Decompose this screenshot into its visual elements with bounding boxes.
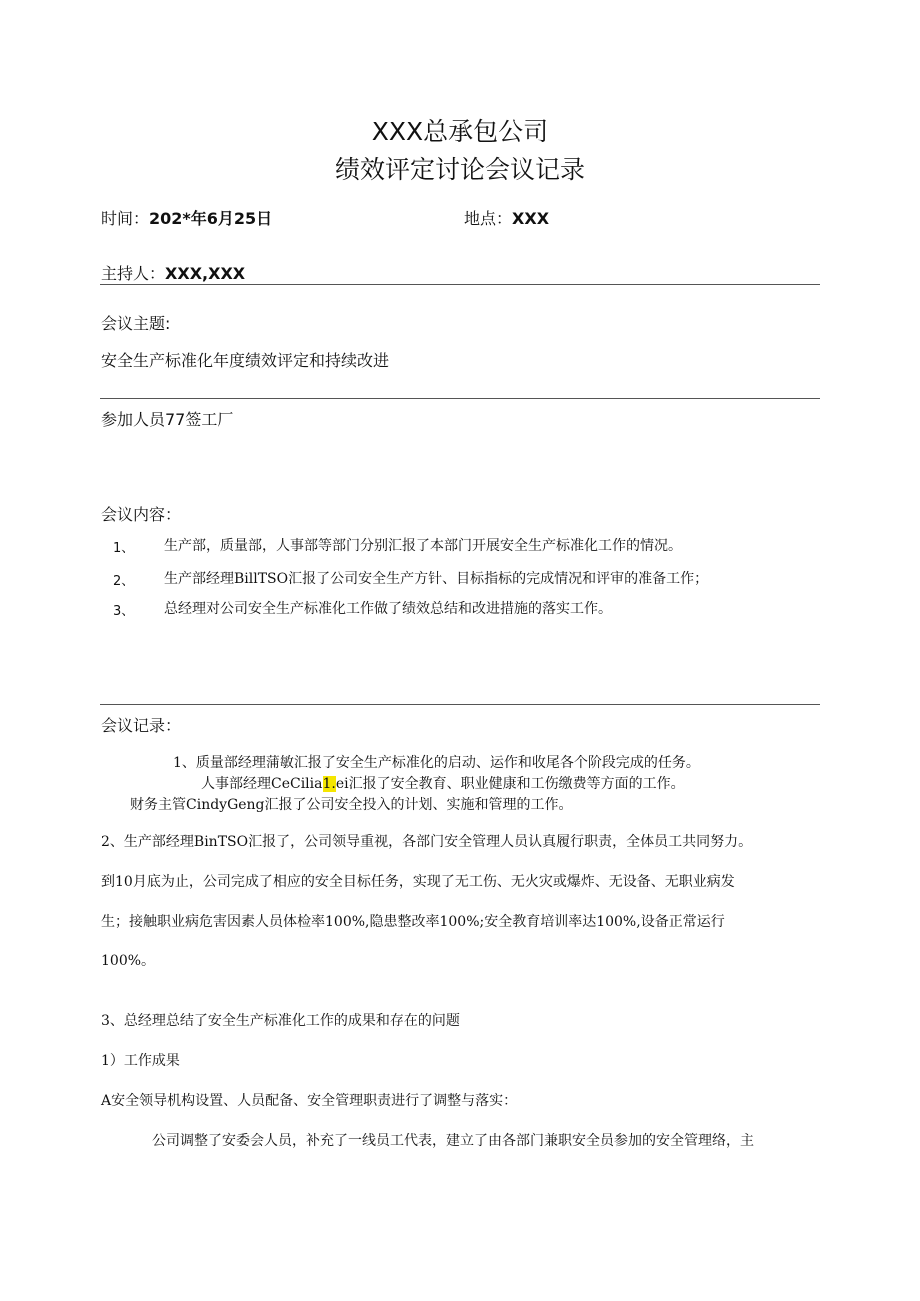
divider-3 xyxy=(100,704,820,705)
record-para-2-line-3: 生；接触职业病危害因素人员体检率100%,隐患整改率100%;安全教育培训率达100%,设备正常运行 xyxy=(101,914,725,930)
record-line-1: 1、质量部经理蒲敏汇报了安全生产标准化的启动、运作和收尾各个阶段完成的任务。 xyxy=(173,755,700,771)
host-value: XXX,XXX xyxy=(165,264,246,283)
highlighted-text: 1. xyxy=(322,776,336,792)
topic-value: 安全生产标准化年度绩效评定和持续改进 xyxy=(101,351,390,370)
place-label: 地点： xyxy=(464,209,513,228)
record-line-2 xyxy=(201,773,685,793)
document-title: 绩效评定讨论会议记录 xyxy=(334,155,585,184)
record-line-3: 财务主管CindyGeng汇报了公司安全投入的计划、实施和管理的工作。 xyxy=(130,797,573,813)
content-item: 总经理对公司安全生产标准化工作做了绩效总结和改进措施的落实工作。 xyxy=(164,601,612,617)
time-value: 202*年6月25日 xyxy=(149,209,273,228)
content-item-num: 3、 xyxy=(113,604,135,619)
meeting-place xyxy=(464,206,549,229)
record-para-2-line-2: 到10月底为止，公司完成了相应的安全目标任务，实现了无工伤、无火灾或爆炸、无设备、无职业病发 xyxy=(101,874,735,890)
record-para-2-line-1: 2、生产部经理BinTSO汇报了，公司领导重视，各部门安全管理人员认真履行职责，全体员工共同努力。 xyxy=(101,834,753,850)
content-item: 生产部经理BillTSO汇报了公司安全生产方针、目标指标的完成情况和评审的准备工作； xyxy=(164,571,709,587)
record-sub-1: 1）工作成果 xyxy=(101,1053,180,1069)
attendees: 参加人员77签工厂 xyxy=(101,410,234,429)
record-para-3: 3、总经理总结了安全生产标准化工作的成果和存在的问题 xyxy=(101,1013,460,1029)
topic-label: 会议主题: xyxy=(101,314,171,333)
company-title: XXX总承包公司 xyxy=(371,117,549,146)
time-label: 时间： xyxy=(101,209,150,228)
content-item-num: 2、 xyxy=(113,574,135,589)
record-para-2-line-4: 100%。 xyxy=(101,953,156,969)
record-label: 会议记录： xyxy=(101,716,182,735)
meeting-host xyxy=(101,261,245,284)
divider-1 xyxy=(100,284,820,285)
content-item-num: 1、 xyxy=(113,541,135,556)
place-value: XXX xyxy=(512,209,550,228)
record-sub-a: A安全领导机构设置、人员配备、安全管理职责进行了调整与落实： xyxy=(101,1093,518,1109)
content-item: 生产部，质量部，人事部等部门分别汇报了本部门开展安全生产标准化工作的情况。 xyxy=(164,538,682,554)
record-sub-a-text: 公司调整了安委会人员，补充了一线员工代表，建立了由各部门兼职安全员参加的安全管理络，主 xyxy=(152,1133,754,1149)
host-label: 主持人： xyxy=(101,264,166,283)
content-label: 会议内容： xyxy=(101,505,182,524)
record-line-2-post: ei汇报了安全教育、职业健康和工伤缴费等方面的工作。 xyxy=(335,776,685,792)
meeting-time xyxy=(101,206,272,229)
divider-2 xyxy=(100,398,820,399)
record-line-2-pre: 人事部经理CeCilia xyxy=(201,776,323,792)
